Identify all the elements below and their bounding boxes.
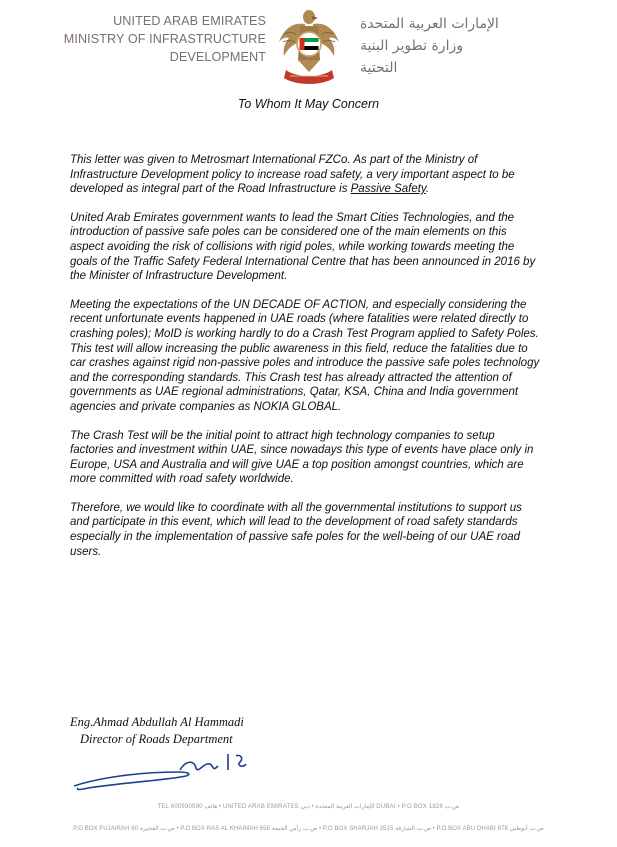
paragraph-2: United Arab Emirates government wants to lead the Smart Cities Technologies, and the introduction of passive safe poles can be considered one of the main elements on this aspect avoiding the risk of collisions with rigid poles, while working towards meeting the goals of the Traffic Safety Federal International Centre that has been announced in 2016 by the Minister of Infrastructure Development. [70,211,536,283]
signer-title: Director of Roads Department [80,732,233,746]
ministry-line-ministry: MINISTRY OF INFRASTRUCTURE [63,32,266,46]
ministry-line-arabic-department: التحتية [360,60,398,76]
paragraph-4: The Crash Test will be the initial point to attract high technology companies to setup factories and investment within UAE, since nowadays this type of events have place only in Europe, USA and Australia and will give UAE a top position amongst countries, which are more committed with road safety worldwide. [70,429,534,486]
ministry-line-department: DEVELOPMENT [169,50,266,64]
paragraph-3: Meeting the expectations of the UN DECADE OF ACTION, and especially considering the recent unfortunate events happened in UAE roads (where fatalities were related directly to crashing poles); MoID is working hardly to do a Crash Test Program applied to Safety Poles. This test will allow increasing the public awareness in this field, reduce the fatalities due to car crashes against rigid non-passive poles and introduce the passive safe poles technology and the corresponding standards. This Crash test has already attracted the attention of governments as UAE regional administrations, Qatar, KSA, China and India government agencies and private companies as NOKIA GLOBAL. [70,298,540,413]
ministry-name-english [60,12,266,66]
uae-falcon-emblem-icon [276,8,342,88]
ministry-line-country: UNITED ARAB EMIRATES [113,14,266,28]
passive-safety-emphasis: Passive Safety [350,183,426,196]
paragraph-5: Therefore, we would like to coordinate with all the governmental institutions to support us and participate in this event, which will lead to the development of road safety standards especially in the implementation of passive safe poles for the well-being of our UAE road users. [70,501,522,558]
paragraph-1-end: . [425,183,430,196]
letter-body [70,153,540,573]
footer-contact-line: TEL 600590590 هاتف • UNITED ARAB EMIRATES الإمارات العربية المتحدة • دبي DUBAI • P.O BOX 1828 ص.ب [157,804,460,810]
ministry-line-arabic-country: الإمارات العربية المتحدة [360,16,499,32]
handwritten-signature-icon [68,748,268,798]
footer-addresses-line: P.O BOX FUJAIRAH 60 ص.ب الفجيرة • P.O BOX RAS AL KHAIMAH 658 ص.ب رأس الخيمة • P.O BOX SHARJAH 3515 ص.ب الشارقة • P.O BOX ABU DHABI 878 ص.ب أبوظبي [73,826,544,832]
signer-name: Eng.Ahmad Abdullah Al Hammadi [70,715,244,729]
signature-block [70,714,244,748]
ministry-name-arabic [360,13,560,79]
paragraph-1-text: This letter was given to Metrosmart International FZCo. As part of the Ministry of Infrastructure Development policy to increase road safety, a very important aspect to be developed as integral part of the Road Infrastructure is [70,154,515,196]
ministry-line-arabic-ministry: وزارة تطوير البنية [360,38,463,54]
salutation: To Whom It May Concern [237,97,380,111]
paragraph-1 [70,153,540,197]
